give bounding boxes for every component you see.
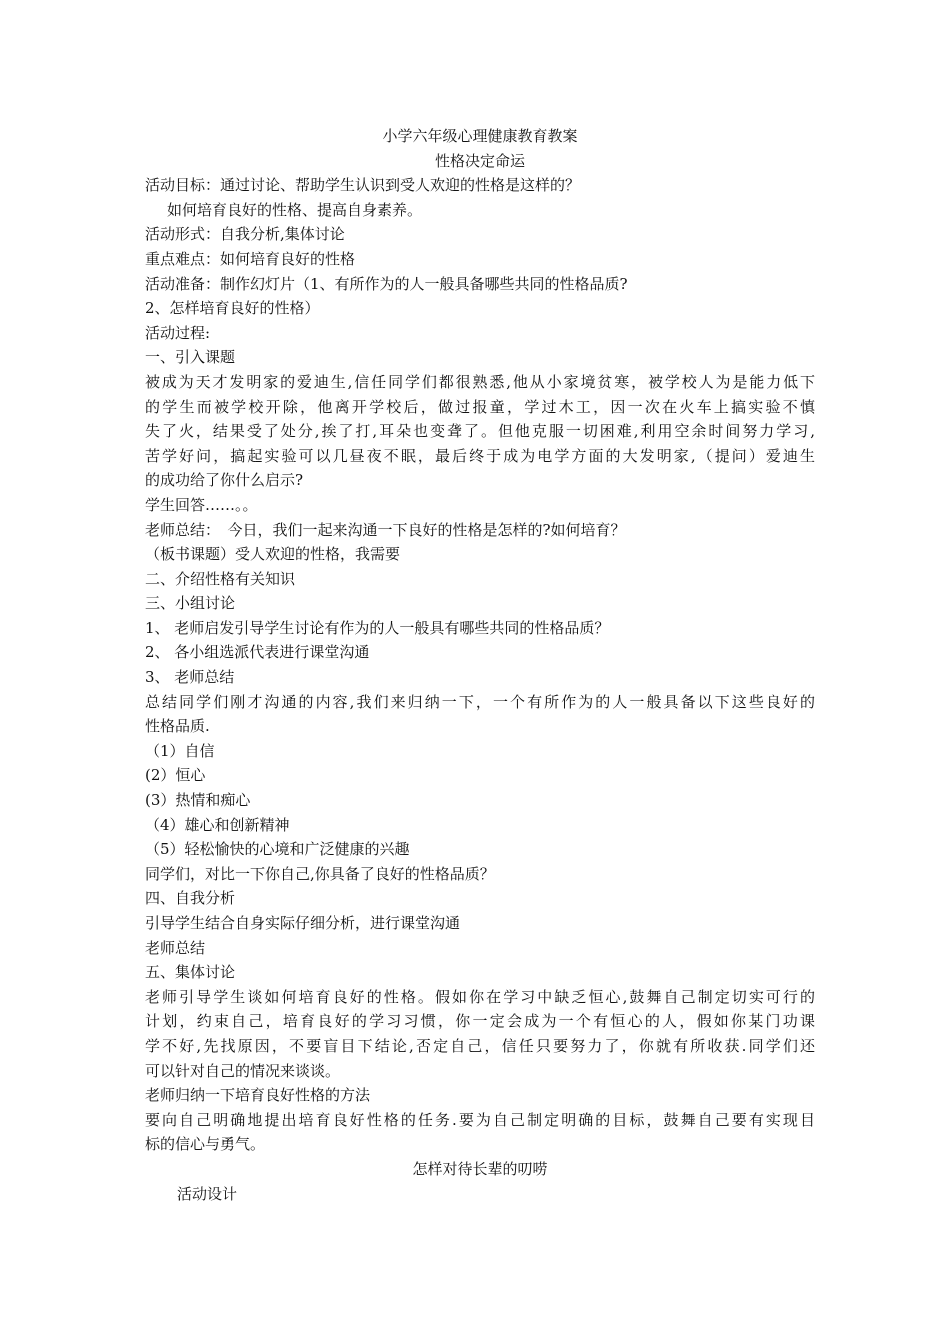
quality-item: （1）自信: [145, 741, 215, 760]
paragraph-line: 性格品质.: [145, 717, 210, 736]
activity-goal-cont: 如何培育良好的性格、提高自身素养。: [167, 200, 423, 219]
quality-item: （5）轻松愉快的心境和广泛健康的兴趣: [145, 840, 410, 859]
paragraph-line: 老师归纳一下培育良好性格的方法: [145, 1086, 371, 1105]
teacher-summary: 老师总结： 今日，我们一起来沟通一下良好的性格是怎样的?如何培育？: [145, 520, 626, 539]
activity-prep-cont: 2、怎样培育良好的性格）: [145, 299, 320, 318]
paragraph-line: 学不好,先找原因，不要盲目下结论,否定自己，信任只要努力了，你就有所收获.同学们还: [145, 1036, 815, 1055]
section-heading-1: 一、引入课题: [145, 348, 236, 367]
doc-title: 小学六年级心理健康教育教案: [382, 127, 578, 145]
section2-activity-design: 活动设计: [177, 1184, 238, 1203]
paragraph-line: 总结同学们刚才沟通的内容,我们来归纳一下，一个有所作为的人一般具备以下这些良好的: [145, 692, 815, 711]
paragraph-line: 可以针对自己的情况来谈谈。: [145, 1061, 341, 1080]
quality-item: (2）恒心: [145, 766, 206, 785]
list-item: 2、 各小组选派代表进行课堂沟通: [145, 643, 370, 662]
list-item: 1、 老师启发引导学生讨论有作为的人一般具有哪些共同的性格品质？: [145, 618, 610, 637]
document-page: [145, 124, 815, 1206]
activity-form: 活动形式：自我分析,集体讨论: [145, 225, 345, 244]
paragraph-line: 苦学好问，搞起实验可以几昼夜不眠，最后终于成为电学方面的大发明家,（提问）爱迪生: [145, 446, 815, 465]
paragraph-line: 失了火，结果受了处分,挨了打,耳朵也变聋了。但他克服一切困难,利用空余时间努力学习,: [145, 422, 815, 441]
doc-subtitle: 性格决定命运: [434, 151, 525, 170]
list-item: 3、 老师总结: [145, 668, 235, 687]
quality-item: （4）雄心和创新精神: [145, 815, 290, 834]
paragraph-line: 同学们，对比一下你自己,你具备了良好的性格品质？: [145, 864, 495, 883]
paragraph-line: 的成功给了你什么启示?: [145, 471, 304, 490]
paragraph-line: 老师引导学生谈如何培育良好的性格。假如你在学习中缺乏恒心,鼓舞自己制定切实可行的: [145, 987, 815, 1006]
section-heading-3: 三、小组讨论: [145, 594, 236, 613]
paragraph-line: 被成为天才发明家的爱迪生,信任同学们都很熟悉,他从小家境贫寒，被学校人为是能力低下: [145, 372, 815, 391]
section-heading-2: 二、介绍性格有关知识: [145, 569, 296, 588]
paragraph-line: 老师总结: [145, 938, 206, 957]
section2-title: 怎样对待长辈的叨唠: [412, 1159, 548, 1178]
board-title: （板书课题）受人欢迎的性格，我需要: [145, 545, 401, 564]
activity-process: 活动过程:: [145, 323, 211, 342]
quality-item: (3）热情和痴心: [145, 791, 251, 810]
key-difficulty: 重点难点：如何培育良好的性格: [145, 249, 356, 268]
paragraph-line: 要向自己明确地提出培育良好性格的任务.要为自己制定明确的目标，鼓舞自己要有实现目: [145, 1110, 815, 1129]
paragraph-line: 的学生而被学校开除，他离开学校后，做过报童，学过木工，因一次在火车上搞实验不慎: [145, 397, 815, 416]
activity-prep: 活动准备：制作幻灯片（1、有所作为的人一般具备哪些共同的性格品质?: [145, 274, 628, 293]
paragraph-line: 引导学生结合自身实际仔细分析，进行课堂沟通: [145, 914, 461, 932]
student-answer: 学生回答……。。: [145, 495, 258, 514]
paragraph-line: 标的信心与勇气。: [145, 1135, 266, 1154]
paragraph-line: 计划，约束自己，培育良好的学习习惯，你一定会成为一个有恒心的人，假如你某门功课: [145, 1012, 815, 1031]
activity-goal: 活动目标：通过讨论、帮助学生认识到受人欢迎的性格是这样的？: [145, 176, 581, 195]
section-heading-4: 四、自我分析: [145, 889, 236, 908]
section-heading-5: 五、集体讨论: [145, 963, 236, 982]
